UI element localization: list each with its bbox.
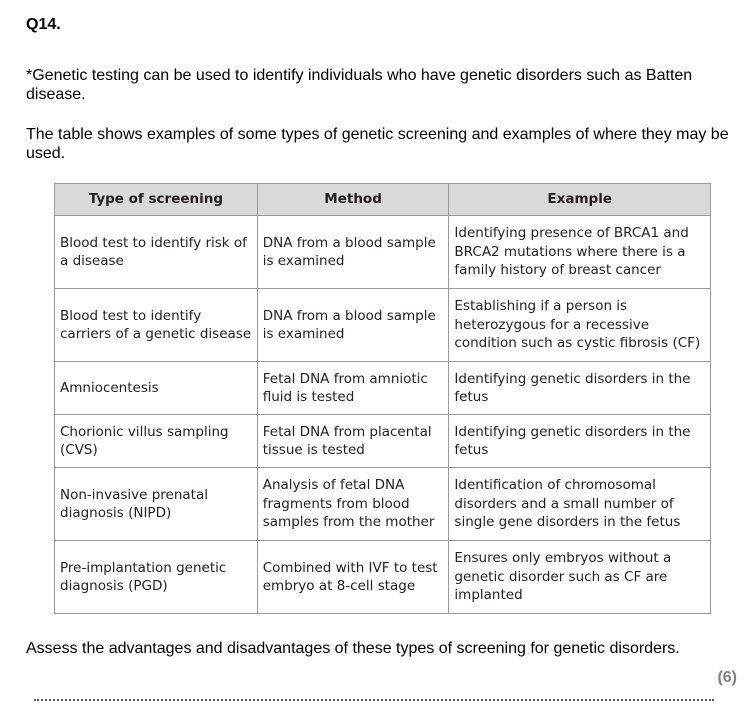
cell-example: Ensures only embryos without a genetic disorder such as CF are implanted xyxy=(449,541,711,614)
cell-example: Identifying presence of BRCA1 and BRCA2 mutations where there is a family history of breast cancer xyxy=(449,216,711,289)
cell-example: Identifying genetic disorders in the fetus xyxy=(449,415,711,468)
cell-type: Chorionic villus sampling (CVS) xyxy=(55,415,258,468)
table-row xyxy=(55,468,711,541)
answer-line[interactable] xyxy=(34,699,714,701)
task-text: Assess the advantages and disadvantages of these types of screening for genetic disorders. xyxy=(26,640,680,657)
cell-type: Non-invasive prenatal diagnosis (NIPD) xyxy=(55,468,258,541)
cell-example: Identification of chromosomal disorders and a small number of single gene disorders in the fetus xyxy=(449,468,711,541)
question-number: Q14. xyxy=(26,16,61,33)
screening-table xyxy=(54,183,711,614)
cell-example: Establishing if a person is heterozygous for a recessive condition such as cystic fibrosis (CF) xyxy=(449,289,711,362)
header-type: Type of screening xyxy=(55,184,258,216)
table-header-row xyxy=(55,184,711,216)
cell-method: DNA from a blood sample is examined xyxy=(257,289,449,362)
table-row xyxy=(55,362,711,415)
cell-type: Blood test to identify carriers of a genetic disease xyxy=(55,289,258,362)
cell-method: Combined with IVF to test embryo at 8-cell stage xyxy=(257,541,449,614)
header-method: Method xyxy=(257,184,449,216)
header-example: Example xyxy=(449,184,711,216)
cell-method: Fetal DNA from placental tissue is tested xyxy=(257,415,449,468)
cell-example: Identifying genetic disorders in the fetus xyxy=(449,362,711,415)
table-intro-text: The table shows examples of some types of genetic screening and examples of where they may be used. xyxy=(26,126,729,162)
cell-type: Pre-implantation genetic diagnosis (PGD) xyxy=(55,541,258,614)
table-row xyxy=(55,541,711,614)
cell-method: Analysis of fetal DNA fragments from blood samples from the mother xyxy=(257,468,449,541)
cell-type: Blood test to identify risk of a disease xyxy=(55,216,258,289)
intro-text: *Genetic testing can be used to identify individuals who have genetic disorders such as Batten disease. xyxy=(26,67,693,103)
cell-type: Amniocentesis xyxy=(55,362,258,415)
table-row xyxy=(55,415,711,468)
marks-label: (6) xyxy=(717,669,737,686)
cell-method: Fetal DNA from amniotic fluid is tested xyxy=(257,362,449,415)
table-row xyxy=(55,289,711,362)
table-row xyxy=(55,216,711,289)
cell-method: DNA from a blood sample is examined xyxy=(257,216,449,289)
